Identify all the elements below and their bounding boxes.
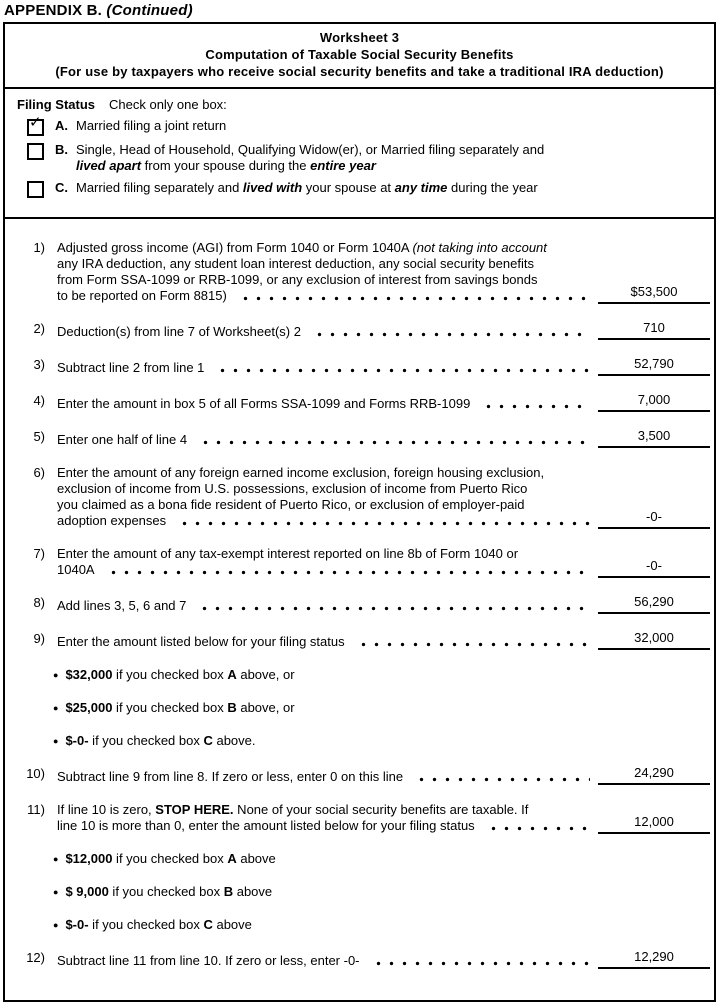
amount-field-7[interactable]: -0- xyxy=(598,559,710,578)
text-segment: your spouse at xyxy=(302,180,395,195)
worksheet-title-line3: (For use by taxpayers who receive social security benefits and take a traditional IRA deduction) xyxy=(55,64,664,79)
worksheet-box xyxy=(3,22,716,1002)
text-segment: any time xyxy=(394,180,448,195)
line-text-2 xyxy=(57,324,598,340)
text-segment: above xyxy=(236,851,276,866)
worksheet-line-3 xyxy=(5,357,710,376)
filing-status-instruction: Check only one box: xyxy=(109,97,227,112)
text-segment: Deduction(s) from line 7 of Worksheet(s) 2 xyxy=(57,324,301,339)
line-text-10 xyxy=(57,769,598,785)
filing-option-c xyxy=(27,180,700,198)
amount-field-10[interactable]: 24,290 xyxy=(598,766,710,785)
text-segment: if you checked box xyxy=(108,884,224,899)
line-number-11: 11) xyxy=(27,802,45,817)
checkbox-a[interactable] xyxy=(27,114,44,136)
text-segment: if you checked box xyxy=(112,700,228,715)
dot-leader xyxy=(214,368,590,373)
line-text-row xyxy=(57,240,598,256)
bullet-icon: ● xyxy=(53,670,59,680)
bullet-icon: ● xyxy=(53,854,59,864)
worksheet-line-9 xyxy=(5,631,710,650)
line-text-row xyxy=(57,953,360,969)
worksheet-title-line1: Worksheet 3 xyxy=(319,30,400,45)
filing-option-text-line xyxy=(76,142,700,158)
text-segment: lived with xyxy=(242,180,303,195)
line-text-8 xyxy=(57,598,598,614)
checkmark-icon: ✓ xyxy=(29,114,42,131)
line-text-last-row xyxy=(57,324,598,340)
dot-leader xyxy=(355,642,590,647)
line-text-row xyxy=(57,288,227,304)
text-segment: adoption expenses xyxy=(57,513,167,528)
line-number-12: 12) xyxy=(26,950,45,965)
text-segment: above, or xyxy=(236,667,295,682)
line-text-last-row xyxy=(57,598,598,614)
line-number-9: 9) xyxy=(33,631,45,646)
bullet-icon: ● xyxy=(53,736,59,746)
text-segment: Enter the amount of any foreign earned income exclusion, foreign housing exclusion, xyxy=(57,465,545,480)
line-text-row xyxy=(57,562,95,578)
text-segment: Enter the amount listed below for your filing status xyxy=(57,634,345,649)
text-segment: lived apart xyxy=(76,158,142,173)
filing-amount-bullet xyxy=(53,884,710,900)
worksheet-lines-section xyxy=(5,219,714,1000)
dot-leader xyxy=(197,440,590,445)
amount-field-1[interactable]: $53,500 xyxy=(598,285,710,304)
text-segment: A xyxy=(227,667,237,682)
line-text-5 xyxy=(57,432,598,448)
amount-field-5[interactable]: 3,500 xyxy=(598,429,710,448)
line-text-last-row xyxy=(57,634,598,650)
line-number-6: 6) xyxy=(33,465,45,480)
text-segment: from Form SSA-1099 or RRB-1099, or any exclusion of interest from savings bonds xyxy=(57,272,538,287)
filing-status-label: Filing Status xyxy=(17,97,95,112)
line-text-row xyxy=(57,396,470,412)
worksheet-line-5 xyxy=(5,429,710,448)
text-segment: during the year xyxy=(447,180,538,195)
text-segment: if you checked box xyxy=(112,851,228,866)
text-segment: Subtract line 9 from line 8. If zero or less, enter 0 on this line xyxy=(57,769,404,784)
filing-option-text-a xyxy=(76,118,700,136)
amount-field-3[interactable]: 52,790 xyxy=(598,357,710,376)
filing-amount-bullet xyxy=(53,733,710,749)
amount-field-2[interactable]: 710 xyxy=(598,321,710,340)
worksheet-line-10 xyxy=(5,766,710,785)
filing-status-header xyxy=(17,97,700,113)
text-segment: any IRA deduction, any student loan interest deduction, any social security benefits xyxy=(57,256,534,271)
text-segment: $25,000 xyxy=(65,700,113,715)
text-segment: If line 10 is zero, xyxy=(57,802,156,817)
text-segment: STOP HERE. xyxy=(155,802,234,817)
line-text-last-row xyxy=(57,953,598,969)
checkbox-b[interactable] xyxy=(27,143,44,160)
line-text-7 xyxy=(57,546,598,578)
line-text-last-row xyxy=(57,360,598,376)
filing-amount-bullet xyxy=(53,667,710,683)
line-text-12 xyxy=(57,953,598,969)
text-segment: to be reported on Form 8815) xyxy=(57,288,227,303)
amount-field-12[interactable]: 12,290 xyxy=(598,950,710,969)
text-segment: you claimed as a bona fide resident of Puerto Rico, or exclusion of employer-paid xyxy=(57,497,525,512)
line-text-row xyxy=(57,818,475,834)
text-segment: $-0- xyxy=(65,917,89,932)
line-number-3: 3) xyxy=(33,357,45,372)
text-segment: Single, Head of Household, Qualifying Widow(er), or Married filing separately and xyxy=(76,142,545,157)
text-segment: above xyxy=(233,884,273,899)
filing-option-letter-b: B. xyxy=(55,142,68,157)
line-text-row xyxy=(57,256,598,272)
line-text-row xyxy=(57,634,345,650)
line-number-10: 10) xyxy=(26,766,45,781)
worksheet-line-2 xyxy=(5,321,710,340)
bullet-text xyxy=(65,667,294,683)
line-number-2: 2) xyxy=(33,321,45,336)
line-text-last-row xyxy=(57,396,598,412)
text-segment: above, or xyxy=(236,700,295,715)
line-text-9 xyxy=(57,634,598,650)
worksheet-line-11 xyxy=(5,802,710,834)
dot-leader xyxy=(176,521,590,526)
text-segment: Adjusted gross income (AGI) from Form 1040 or Form 1040A xyxy=(57,240,413,255)
text-segment: $ 9,000 xyxy=(65,884,109,899)
text-segment: Add lines 3, 5, 6 and 7 xyxy=(57,598,187,613)
line-text-row xyxy=(57,513,166,529)
bullet-icon: ● xyxy=(53,920,59,930)
amount-field-11[interactable]: 12,000 xyxy=(598,815,710,834)
text-segment: C xyxy=(203,917,213,932)
line-text-last-row xyxy=(57,513,598,529)
text-segment: if you checked box xyxy=(112,667,228,682)
text-segment: Subtract line 2 from line 1 xyxy=(57,360,205,375)
line-text-row xyxy=(57,769,403,785)
filing-option-text-b xyxy=(76,142,700,174)
text-segment: 1040A xyxy=(57,562,95,577)
appendix-heading xyxy=(4,2,721,19)
text-segment: C xyxy=(203,733,213,748)
filing-option-a xyxy=(27,114,700,136)
text-segment: $32,000 xyxy=(65,667,113,682)
text-segment: (not taking into account xyxy=(412,240,547,255)
text-segment: Enter the amount of any tax-exempt interest reported on line 8b of Form 1040 or xyxy=(57,546,519,561)
text-segment: Enter one half of line 4 xyxy=(57,432,188,447)
text-segment: from your spouse during the xyxy=(141,158,311,173)
text-segment: line 10 is more than 0, enter the amount listed below for your filing status xyxy=(57,818,475,833)
amount-field-6[interactable]: -0- xyxy=(598,510,710,529)
text-segment: above. xyxy=(212,733,256,748)
text-segment: above xyxy=(212,917,252,932)
line-number-1: 1) xyxy=(33,240,45,255)
text-segment: Married filing a joint return xyxy=(76,118,227,133)
worksheet-line-8 xyxy=(5,595,710,614)
appendix-heading-continued: (Continued) xyxy=(106,2,193,19)
worksheet-title-line2: Computation of Taxable Social Security Benefits xyxy=(205,47,514,62)
text-segment: Enter the amount in box 5 of all Forms SSA-1099 and Forms RRB-1099 xyxy=(57,396,471,411)
worksheet-title xyxy=(5,24,714,89)
dot-leader xyxy=(413,777,590,782)
dot-leader xyxy=(480,404,590,409)
line-text-11 xyxy=(57,802,598,834)
bullet-text xyxy=(65,917,251,933)
line-text-last-row xyxy=(57,769,598,785)
filing-option-letter-a: A. xyxy=(55,118,68,133)
dot-leader xyxy=(311,332,590,337)
text-segment: Subtract line 11 from line 10. If zero or less, enter -0- xyxy=(57,953,360,968)
filing-amount-bullet xyxy=(53,917,710,933)
text-segment: $12,000 xyxy=(65,851,113,866)
line-text-row xyxy=(57,432,187,448)
text-segment: None of your social security benefits are taxable. If xyxy=(233,802,529,817)
filing-option-text-line xyxy=(76,118,700,134)
bullet-text xyxy=(65,733,255,749)
filing-option-b xyxy=(27,142,700,174)
filing-options xyxy=(15,114,700,198)
worksheet-line-6 xyxy=(5,465,710,529)
text-segment: B xyxy=(227,700,237,715)
filing-option-letter-c: C. xyxy=(55,180,68,195)
worksheet-line-4 xyxy=(5,393,710,412)
worksheet-line-12 xyxy=(5,950,710,969)
worksheet-line-1 xyxy=(5,240,710,304)
filing-option-text-c xyxy=(76,180,700,198)
worksheet-page xyxy=(0,2,721,968)
filing-status-section xyxy=(5,89,714,219)
text-segment: A xyxy=(227,851,237,866)
bullet-text xyxy=(65,851,275,867)
dot-leader xyxy=(105,570,590,575)
filing-amount-bullet xyxy=(53,851,710,867)
filing-option-text-line xyxy=(76,180,700,196)
line-text-4 xyxy=(57,396,598,412)
line-text-row xyxy=(57,272,598,288)
text-segment: B xyxy=(223,884,234,899)
line-text-last-row xyxy=(57,432,598,448)
text-segment: entire year xyxy=(310,158,376,173)
dot-leader xyxy=(370,961,590,966)
line-text-row xyxy=(57,546,598,562)
line-number-8: 8) xyxy=(33,595,45,610)
bullet-icon: ● xyxy=(53,887,59,897)
amount-field-8[interactable]: 56,290 xyxy=(598,595,710,614)
line-text-row xyxy=(57,465,598,481)
line-text-row xyxy=(57,598,186,614)
bullet-text xyxy=(65,700,294,716)
line-number-5: 5) xyxy=(33,429,45,444)
line-text-1 xyxy=(57,240,598,304)
text-segment: $-0- xyxy=(65,733,89,748)
worksheet-line-7 xyxy=(5,546,710,578)
bullet-text xyxy=(65,884,272,900)
amount-field-4[interactable]: 7,000 xyxy=(598,393,710,412)
amount-field-9[interactable]: 32,000 xyxy=(598,631,710,650)
text-segment: if you checked box xyxy=(88,917,204,932)
line-text-6 xyxy=(57,465,598,529)
line-text-row xyxy=(57,360,204,376)
line-text-last-row xyxy=(57,288,598,304)
dot-leader xyxy=(485,826,590,831)
filing-amount-bullet xyxy=(53,700,710,716)
checkbox-c[interactable] xyxy=(27,181,44,198)
dot-leader xyxy=(237,296,590,301)
line-number-7: 7) xyxy=(33,546,45,561)
line-text-row xyxy=(57,481,598,497)
dot-leader xyxy=(196,606,590,611)
line-text-last-row xyxy=(57,562,598,578)
line-text-row xyxy=(57,324,301,340)
line-text-3 xyxy=(57,360,598,376)
text-segment: Married filing separately and xyxy=(76,180,243,195)
filing-option-text-line xyxy=(76,158,700,174)
appendix-heading-text: APPENDIX B. xyxy=(4,2,107,19)
bullet-icon: ● xyxy=(53,703,59,713)
text-segment: exclusion of income from U.S. possessions, exclusion of income from Puerto Rico xyxy=(57,481,528,496)
line-number-4: 4) xyxy=(33,393,45,408)
line-text-last-row xyxy=(57,818,598,834)
text-segment: if you checked box xyxy=(88,733,204,748)
line-text-row xyxy=(57,497,598,513)
line-text-row xyxy=(57,802,598,818)
